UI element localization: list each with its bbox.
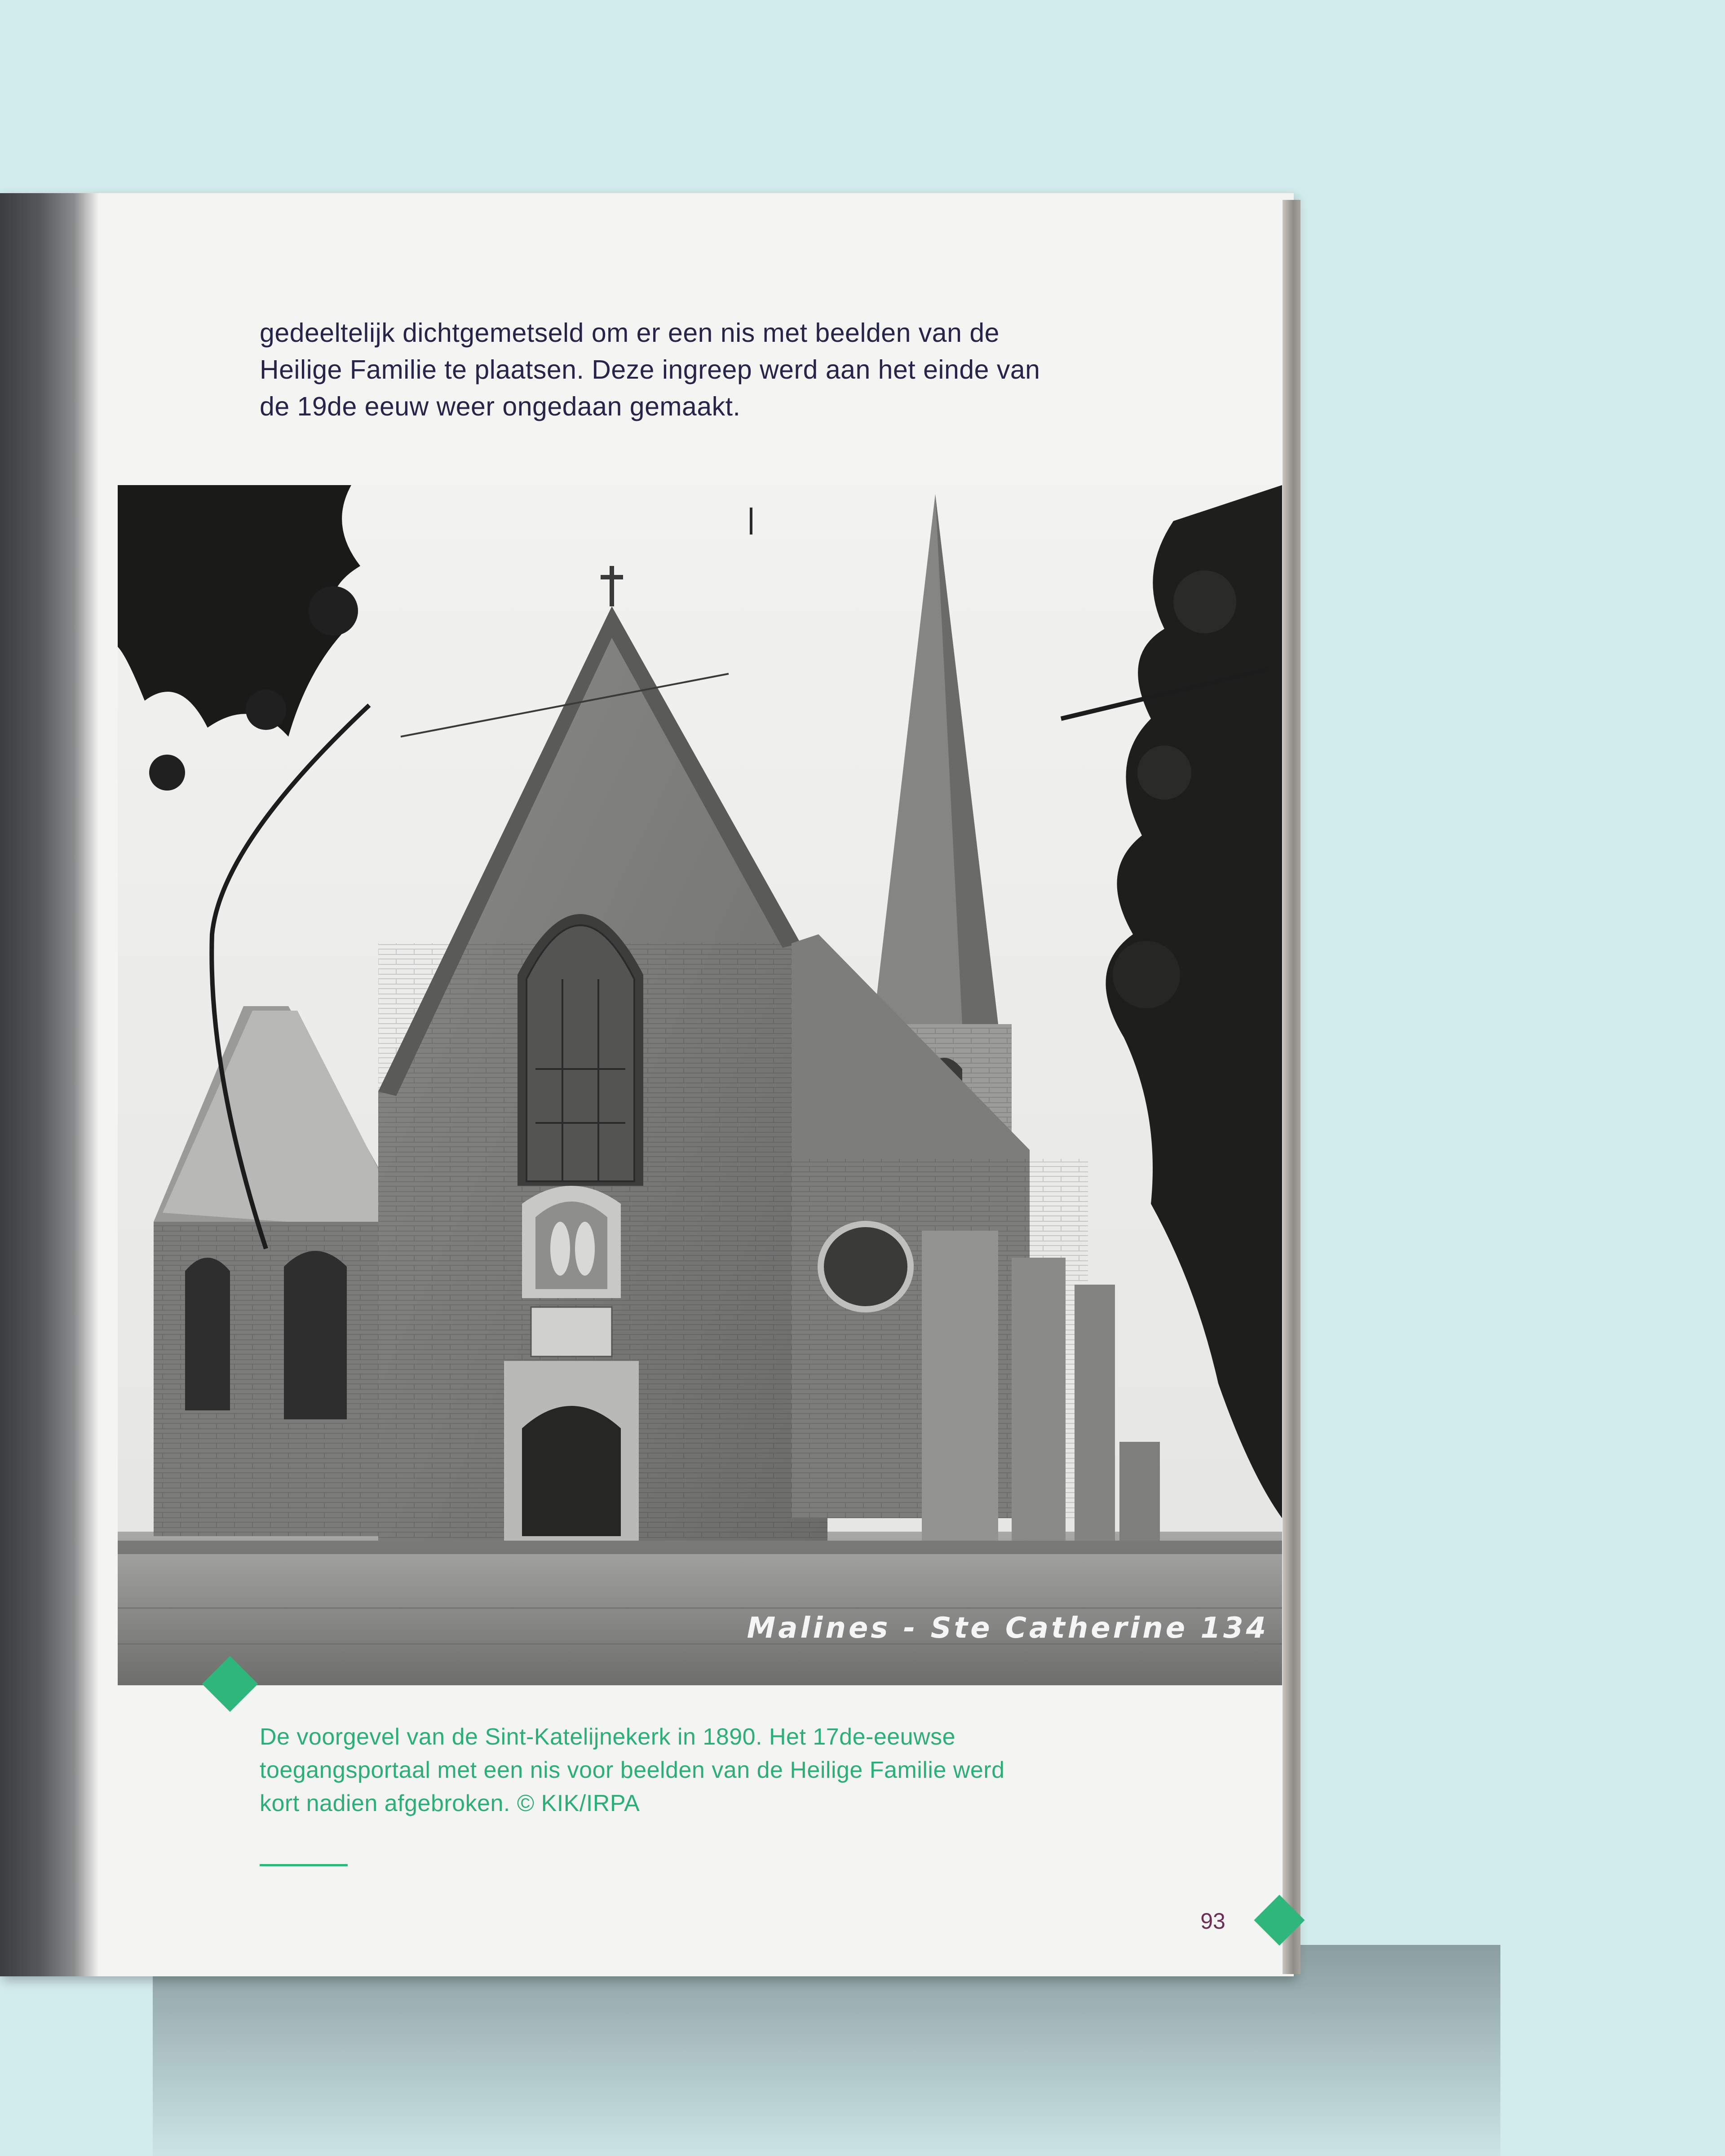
page-edge [1283, 200, 1300, 1974]
photo-inscription: Malines - Ste Catherine 134 [747, 1612, 1269, 1645]
photo-caption [260, 1720, 1158, 1820]
body-line: gedeeltelijk dichtgemetseld om er een nis met beelden van de [260, 318, 1000, 348]
book-shadow [153, 1945, 1500, 2156]
body-line: Heilige Familie te plaatsen. Deze ingreep werd aan het einde van [260, 355, 1040, 384]
church-photo-illustration [118, 485, 1282, 1685]
page-gutter [0, 193, 99, 1976]
body-paragraph [260, 314, 1203, 425]
caption-line: toegangsportaal met een nis voor beelden van de Heilige Familie werd [260, 1757, 1005, 1783]
caption-line: De voorgevel van de Sint-Katelijnekerk in 1890. Het 17de-eeuwse [260, 1724, 956, 1750]
body-line: de 19de eeuw weer ongedaan gemaakt. [260, 392, 741, 421]
church-photo [118, 485, 1282, 1685]
page-number: 93 [1200, 1909, 1225, 1934]
caption-divider [260, 1864, 348, 1866]
caption-line: kort nadien afgebroken. © KIK/IRPA [260, 1790, 640, 1816]
